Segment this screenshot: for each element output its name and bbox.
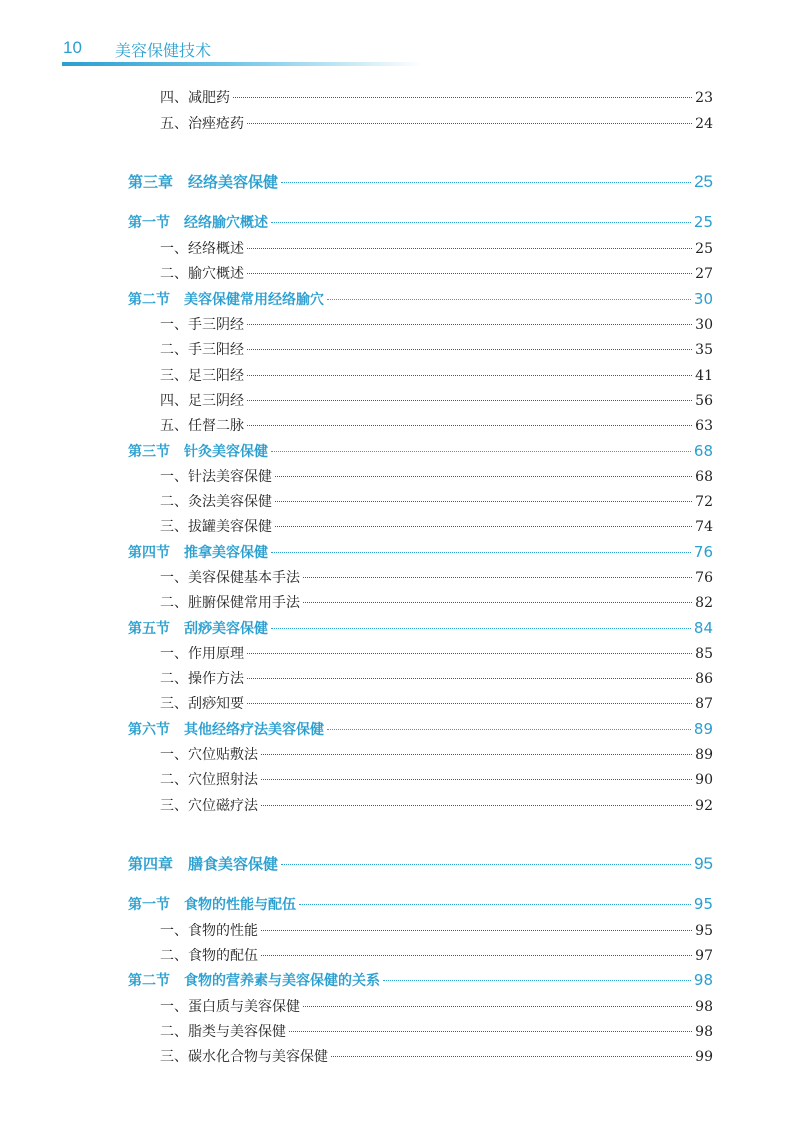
toc-entry-page: 98 bbox=[693, 971, 713, 989]
dot-leader bbox=[247, 703, 692, 704]
toc-entry-label: 二、灸法美容保健 bbox=[160, 494, 272, 510]
dot-leader bbox=[261, 779, 692, 780]
toc-entry-label: 二、脂类与美容保健 bbox=[160, 1024, 286, 1040]
header-accent-bar bbox=[62, 62, 422, 66]
dot-leader bbox=[247, 400, 692, 401]
dot-leader bbox=[271, 552, 691, 553]
dot-leader bbox=[247, 248, 692, 249]
toc-entry-label: 一、作用原理 bbox=[160, 646, 244, 662]
toc-item[interactable] bbox=[160, 113, 713, 133]
toc-section[interactable] bbox=[128, 618, 713, 638]
toc-entry-page: 76 bbox=[693, 543, 713, 561]
dot-leader bbox=[303, 602, 692, 603]
toc-entry-label: 二、操作方法 bbox=[160, 671, 244, 687]
toc-entry-label: 第五节 刮痧美容保健 bbox=[128, 621, 268, 637]
dot-leader bbox=[281, 864, 691, 865]
toc-entry-page: 72 bbox=[695, 494, 713, 510]
toc-entry-label: 一、穴位贴敷法 bbox=[160, 747, 258, 763]
toc-item[interactable] bbox=[160, 415, 713, 435]
dot-leader bbox=[289, 1031, 692, 1032]
dot-leader bbox=[327, 299, 691, 300]
dot-leader bbox=[271, 628, 691, 629]
toc-entry-label: 第三章 经络美容保健 bbox=[128, 173, 279, 191]
toc-entry-page: 35 bbox=[695, 342, 713, 358]
toc-entry-label: 第二节 食物的营养素与美容保健的关系 bbox=[128, 973, 380, 989]
toc-entry-page: 98 bbox=[695, 999, 713, 1015]
dot-leader bbox=[327, 729, 691, 730]
dot-leader bbox=[275, 526, 692, 527]
toc-chapter[interactable] bbox=[128, 853, 713, 874]
toc-section[interactable] bbox=[128, 719, 713, 739]
toc-section[interactable] bbox=[128, 894, 713, 914]
toc-entry-page: 86 bbox=[695, 671, 713, 687]
toc-item[interactable] bbox=[160, 339, 713, 359]
toc-entry-page: 23 bbox=[695, 90, 713, 106]
toc-entry-page: 56 bbox=[695, 393, 713, 409]
toc-entry-page: 92 bbox=[695, 798, 713, 814]
toc-entry-page: 41 bbox=[695, 368, 713, 384]
toc-item[interactable] bbox=[160, 945, 713, 965]
toc-item[interactable] bbox=[160, 643, 713, 663]
toc-entry-label: 第三节 针灸美容保健 bbox=[128, 444, 268, 460]
toc-entry-page: 63 bbox=[695, 418, 713, 434]
dot-leader bbox=[247, 678, 692, 679]
toc-entry-label: 三、足三阳经 bbox=[160, 368, 244, 384]
toc-entry-label: 一、美容保健基本手法 bbox=[160, 570, 300, 586]
dot-leader bbox=[331, 1056, 692, 1057]
toc-entry-label: 第一节 食物的性能与配伍 bbox=[128, 897, 296, 913]
toc-item[interactable] bbox=[160, 693, 713, 713]
toc-entry-label: 第二节 美容保健常用经络腧穴 bbox=[128, 292, 324, 308]
toc-entry-page: 30 bbox=[695, 317, 713, 333]
toc-item[interactable] bbox=[160, 466, 713, 486]
toc-item[interactable] bbox=[160, 87, 713, 107]
toc-section[interactable] bbox=[128, 542, 713, 562]
toc-section[interactable] bbox=[128, 441, 713, 461]
toc-entry-label: 三、穴位磁疗法 bbox=[160, 798, 258, 814]
dot-leader bbox=[247, 375, 692, 376]
dot-leader bbox=[299, 904, 691, 905]
toc-entry-label: 二、手三阳经 bbox=[160, 342, 244, 358]
toc-entry-label: 二、腧穴概述 bbox=[160, 266, 244, 282]
toc-entry-label: 三、拔罐美容保健 bbox=[160, 519, 272, 535]
toc-item[interactable] bbox=[160, 592, 713, 612]
toc-entry-page: 24 bbox=[695, 116, 713, 132]
dot-leader bbox=[271, 451, 691, 452]
toc-entry-label: 五、治痤疮药 bbox=[160, 116, 244, 132]
toc-entry-label: 四、足三阴经 bbox=[160, 393, 244, 409]
toc-entry-label: 五、任督二脉 bbox=[160, 418, 244, 434]
toc-entry-page: 95 bbox=[694, 854, 713, 873]
book-title: 美容保健技术 bbox=[115, 41, 212, 60]
dot-leader bbox=[261, 955, 692, 956]
toc-entry-label: 四、减肥药 bbox=[160, 90, 230, 106]
toc-entry-label: 三、碳水化合物与美容保健 bbox=[160, 1049, 328, 1065]
toc-entry-page: 68 bbox=[695, 469, 713, 485]
toc-item[interactable] bbox=[160, 491, 713, 511]
toc-entry-page: 25 bbox=[694, 172, 713, 191]
toc-item[interactable] bbox=[160, 263, 713, 283]
toc-entry-label: 第四章 膳食美容保健 bbox=[128, 855, 279, 873]
toc-section[interactable] bbox=[128, 970, 713, 990]
dot-leader bbox=[247, 425, 692, 426]
toc-entry-label: 第六节 其他经络疗法美容保健 bbox=[128, 722, 324, 738]
toc-item[interactable] bbox=[160, 920, 713, 940]
dot-leader bbox=[261, 754, 692, 755]
toc-item[interactable] bbox=[160, 567, 713, 587]
toc-item[interactable] bbox=[160, 744, 713, 764]
toc-entry-page: 98 bbox=[695, 1024, 713, 1040]
toc-item[interactable] bbox=[160, 668, 713, 688]
dot-leader bbox=[233, 97, 692, 98]
toc-entry-page: 76 bbox=[695, 570, 713, 586]
toc-entry-page: 99 bbox=[695, 1049, 713, 1065]
toc-item[interactable] bbox=[160, 516, 713, 536]
toc-entry-label: 第四节 推拿美容保健 bbox=[128, 545, 268, 561]
toc-entry-page: 95 bbox=[693, 895, 713, 913]
toc-entry-label: 二、脏腑保健常用手法 bbox=[160, 595, 300, 611]
toc-entry-page: 87 bbox=[695, 696, 713, 712]
toc-item[interactable] bbox=[160, 365, 713, 385]
toc-entry-label: 一、手三阴经 bbox=[160, 317, 244, 333]
dot-leader bbox=[247, 324, 692, 325]
dot-leader bbox=[247, 349, 692, 350]
toc-item[interactable] bbox=[160, 390, 713, 410]
toc-section[interactable] bbox=[128, 289, 713, 309]
toc-entry-label: 一、针法美容保健 bbox=[160, 469, 272, 485]
toc-item[interactable] bbox=[160, 1021, 713, 1041]
toc-entry-page: 84 bbox=[693, 619, 713, 637]
toc-item[interactable] bbox=[160, 795, 713, 815]
toc-entry-page: 89 bbox=[693, 720, 713, 738]
page-number: 10 bbox=[63, 38, 82, 57]
dot-leader bbox=[281, 182, 691, 183]
toc-entry-label: 二、穴位照射法 bbox=[160, 772, 258, 788]
toc-entry-label: 一、食物的性能 bbox=[160, 923, 258, 939]
dot-leader bbox=[261, 930, 692, 931]
toc-entry-page: 68 bbox=[693, 442, 713, 460]
dot-leader bbox=[247, 273, 692, 274]
dot-leader bbox=[383, 980, 691, 981]
toc-section[interactable] bbox=[128, 212, 713, 232]
dot-leader bbox=[247, 123, 692, 124]
toc-entry-page: 30 bbox=[693, 290, 713, 308]
page-header bbox=[0, 0, 800, 70]
dot-leader bbox=[303, 1006, 692, 1007]
toc-entry-page: 25 bbox=[695, 241, 713, 257]
dot-leader bbox=[275, 501, 692, 502]
toc-entry-label: 一、蛋白质与美容保健 bbox=[160, 999, 300, 1015]
toc-entry-page: 90 bbox=[695, 772, 713, 788]
toc-entry-page: 82 bbox=[695, 595, 713, 611]
toc-entry-page: 27 bbox=[695, 266, 713, 282]
toc-entry-page: 25 bbox=[693, 213, 713, 231]
dot-leader bbox=[275, 476, 692, 477]
dot-leader bbox=[271, 222, 691, 223]
toc-entry-page: 89 bbox=[695, 747, 713, 763]
toc-entry-page: 95 bbox=[695, 923, 713, 939]
toc-entry-label: 三、刮痧知要 bbox=[160, 696, 244, 712]
toc-item[interactable] bbox=[160, 238, 713, 258]
toc-entry-page: 74 bbox=[695, 519, 713, 535]
toc-entry-page: 97 bbox=[695, 948, 713, 964]
toc-entry-label: 第一节 经络腧穴概述 bbox=[128, 215, 268, 231]
toc-entry-label: 二、食物的配伍 bbox=[160, 948, 258, 964]
toc-entry-page: 85 bbox=[695, 646, 713, 662]
dot-leader bbox=[303, 577, 692, 578]
dot-leader bbox=[247, 653, 692, 654]
toc-chapter[interactable] bbox=[128, 171, 713, 192]
toc-item[interactable] bbox=[160, 1046, 713, 1066]
toc-entry-label: 一、经络概述 bbox=[160, 241, 244, 257]
toc-item[interactable] bbox=[160, 769, 713, 789]
toc-item[interactable] bbox=[160, 996, 713, 1016]
toc-item[interactable] bbox=[160, 314, 713, 334]
dot-leader bbox=[261, 805, 692, 806]
